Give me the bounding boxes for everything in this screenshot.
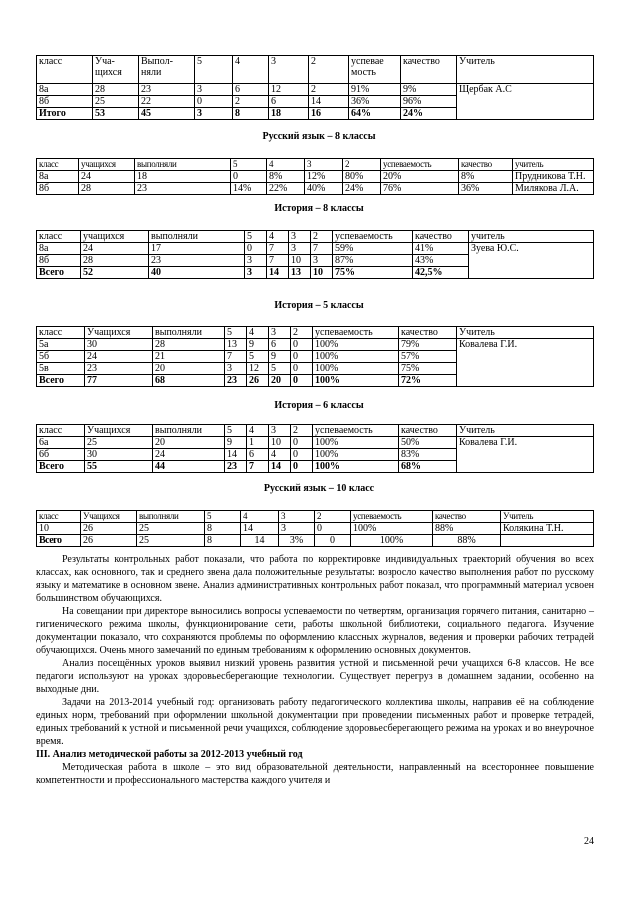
header-cell: Учащихся: [81, 511, 137, 523]
table-cell: 9%: [401, 84, 457, 96]
table-cell: 100%: [351, 535, 433, 547]
table-row: [37, 183, 594, 195]
header-cell: 3: [269, 425, 291, 437]
table-caption: Русский язык – 10 класс: [263, 483, 375, 494]
header-cell: 5: [225, 327, 247, 339]
table-cell: 36%: [349, 96, 401, 108]
table-header-row: [37, 231, 594, 243]
table-cell: 18: [135, 171, 231, 183]
table-header-row: [37, 511, 594, 523]
header-cell: успеваемость: [313, 327, 399, 339]
table-cell: 0: [291, 351, 313, 363]
table-cell: 3: [311, 255, 333, 267]
table-cell: 0: [291, 375, 313, 387]
table-cell: 0: [291, 449, 313, 461]
table-cell: 8а: [37, 84, 93, 96]
table-cell: 5: [269, 363, 291, 375]
header-cell: класс: [37, 56, 93, 84]
table-cell: 9: [269, 351, 291, 363]
table-cell: Всего: [37, 375, 85, 387]
results-table-4: [36, 326, 594, 387]
header-cell: выполняли: [153, 327, 225, 339]
header-cell: 5: [205, 511, 241, 523]
teacher-cell: Милякова Л.А.: [513, 183, 594, 195]
table-cell: 22: [139, 96, 195, 108]
body-text: [36, 553, 594, 787]
table-cell: 5в: [37, 363, 85, 375]
table-cell: 59%: [333, 243, 413, 255]
table-row: [37, 437, 594, 449]
table-cell: 3: [245, 255, 267, 267]
table-cell: 14: [241, 523, 279, 535]
header-cell: выполняли: [135, 159, 231, 171]
table-cell: 18: [269, 108, 309, 120]
table-cell: 0: [245, 243, 267, 255]
table-cell: 14%: [231, 183, 267, 195]
header-cell: 3: [269, 327, 291, 339]
table-cell: 9: [225, 437, 247, 449]
header-cell: Учитель: [457, 56, 594, 84]
table-cell: 75%: [333, 267, 413, 279]
header-cell: 5: [231, 159, 267, 171]
header-cell: Учитель: [457, 425, 594, 437]
table-cell: 28: [81, 255, 149, 267]
table-cell: 22%: [267, 183, 305, 195]
table-row: [37, 523, 594, 535]
table-cell: 3: [225, 363, 247, 375]
table-caption: История – 8 классы: [274, 203, 364, 214]
table-cell: 23: [225, 375, 247, 387]
table-cell: 24%: [343, 183, 381, 195]
table-cell: 28: [79, 183, 135, 195]
table-cell: 8: [233, 108, 269, 120]
table-cell: 52: [81, 267, 149, 279]
header-cell: учитель: [469, 231, 594, 243]
table-cell: 7: [225, 351, 247, 363]
table-cell: 100%: [313, 363, 399, 375]
header-cell: успеваемость: [333, 231, 413, 243]
table-cell: 20: [153, 437, 225, 449]
header-cell: 2: [291, 425, 313, 437]
paragraph: На совещании при директоре выносились вопросы успеваемости по четвертям, организация горячего питания, санитарно – гигиенического режима школы, функционирование сети, работы школьной библиотеки, социального педагога. Изучение документации показало, что сохраняются проблемы по оформлению классных журналов, ведения и проверки рабочих тетрадей обучающихся. Очень много замечаний по единым требованиям к оформлению основных документов.: [36, 606, 594, 656]
table-cell: 0: [291, 363, 313, 375]
table-cell: 3: [289, 243, 311, 255]
table-cell: 25: [93, 96, 139, 108]
table-cell: 88%: [433, 535, 501, 547]
table-cell: 12: [269, 84, 309, 96]
header-cell: 4: [241, 511, 279, 523]
table-cell: 40%: [305, 183, 343, 195]
table-cell: 13: [289, 267, 311, 279]
header-cell: 3: [289, 231, 311, 243]
table-cell: 25: [85, 437, 153, 449]
results-table-6: [36, 510, 594, 547]
table-cell: 45: [139, 108, 195, 120]
table-cell: 25: [137, 523, 205, 535]
table-cell: 8: [205, 523, 241, 535]
table-row: [37, 171, 594, 183]
header-cell: Учитель: [457, 327, 594, 339]
table-cell: 12%: [305, 171, 343, 183]
table-cell: 9: [247, 339, 269, 351]
table-cell: 8б: [37, 183, 79, 195]
table-cell: 8а: [37, 243, 81, 255]
header-cell: Учитель: [501, 511, 594, 523]
table-cell: 100%: [313, 461, 399, 473]
table-cell: 64%: [349, 108, 401, 120]
table-cell: 8: [205, 535, 241, 547]
teacher-cell: Прудникова Т.Н.: [513, 171, 594, 183]
table-cell: 24: [79, 171, 135, 183]
table-cell: 10: [269, 437, 291, 449]
table-cell: 14: [267, 267, 289, 279]
teacher-cell: Колякина Т.Н.: [501, 523, 594, 535]
header-cell: 5: [245, 231, 267, 243]
table-cell: 0: [231, 171, 267, 183]
table-cell: 13: [225, 339, 247, 351]
table-cell: 14: [269, 461, 291, 473]
results-table-5: [36, 424, 594, 473]
table-cell: 80%: [343, 171, 381, 183]
header-cell: Уча- щихся: [93, 56, 139, 84]
table-cell: 28: [153, 339, 225, 351]
teacher-cell: Щербак А.С: [457, 84, 594, 120]
table-cell: 75%: [399, 363, 457, 375]
table-cell: 23: [85, 363, 153, 375]
table-cell: Итого: [37, 108, 93, 120]
table-cell: 26: [247, 375, 269, 387]
table-cell: 20: [269, 375, 291, 387]
paragraph: Задачи на 2013-2014 учебный год: организовать работу педагогического коллектива школы, направив её на соблюдение единых норм, требований при оформлении школьной документации при проведении письменных работ и проверке тетрадей, единых требований к устной и письменной речи учащихся, соблюдение здоровьесберегающего режима на уроках и во внеурочное время.: [36, 697, 594, 747]
teacher-cell: Зуева Ю.С.: [469, 243, 594, 279]
table-cell: 10: [289, 255, 311, 267]
header-cell: Выпол- няли: [139, 56, 195, 84]
header-cell: 3: [305, 159, 343, 171]
table-cell: 25: [137, 535, 205, 547]
table-cell: 100%: [313, 449, 399, 461]
header-cell: Учащихся: [85, 425, 153, 437]
header-cell: качество: [459, 159, 513, 171]
table-cell: 3: [195, 84, 233, 96]
teacher-cell: Ковалева Г.И.: [457, 339, 594, 387]
header-cell: учащихся: [81, 231, 149, 243]
table-cell: 5: [247, 351, 269, 363]
header-cell: 4: [267, 159, 305, 171]
table-cell: 44: [153, 461, 225, 473]
header-cell: выполняли: [137, 511, 205, 523]
table-cell: 6б: [37, 449, 85, 461]
table-cell: 57%: [399, 351, 457, 363]
table-cell: 5б: [37, 351, 85, 363]
header-cell: класс: [37, 327, 85, 339]
table-cell: 100%: [313, 339, 399, 351]
header-cell: 5: [195, 56, 233, 84]
table-cell: 100%: [313, 375, 399, 387]
table-cell: 55: [85, 461, 153, 473]
table-cell: 40: [149, 267, 245, 279]
table-cell: 0: [291, 437, 313, 449]
table-row: [37, 339, 594, 351]
table-cell: 23: [225, 461, 247, 473]
table-cell: 14: [241, 535, 279, 547]
header-cell: успеваемость: [381, 159, 459, 171]
table-header-row: [37, 327, 594, 339]
header-cell: класс: [37, 159, 79, 171]
table-cell: 0: [195, 96, 233, 108]
header-cell: 4: [247, 327, 269, 339]
header-cell: 3: [279, 511, 315, 523]
table-cell: 6а: [37, 437, 85, 449]
table-caption: Русский язык – 8 классы: [262, 131, 376, 142]
table-cell: 1: [247, 437, 269, 449]
header-cell: успеваемость: [351, 511, 433, 523]
table-cell: 24: [153, 449, 225, 461]
table-cell: 12: [247, 363, 269, 375]
page-number: 24: [584, 836, 594, 847]
table-header-row: [37, 425, 594, 437]
table-row: [37, 535, 594, 547]
table-cell: 20: [153, 363, 225, 375]
table-cell: 100%: [313, 351, 399, 363]
table-cell: 23: [149, 255, 245, 267]
table-cell: 7: [267, 255, 289, 267]
table-cell: 24: [85, 351, 153, 363]
teacher-cell: [501, 535, 594, 547]
table-cell: 10: [37, 523, 81, 535]
table-cell: 43%: [413, 255, 469, 267]
header-cell: учащихся: [79, 159, 135, 171]
header-cell: качество: [401, 56, 457, 84]
header-cell: 2: [343, 159, 381, 171]
table-cell: 8б: [37, 96, 93, 108]
table-cell: 23: [139, 84, 195, 96]
table-cell: 20%: [381, 171, 459, 183]
header-cell: качество: [399, 327, 457, 339]
header-cell: 2: [309, 56, 349, 84]
table-cell: 7: [267, 243, 289, 255]
header-cell: качество: [413, 231, 469, 243]
table-cell: 91%: [349, 84, 401, 96]
table-cell: 68%: [399, 461, 457, 473]
table-cell: 2: [309, 84, 349, 96]
table-header-row: [37, 159, 594, 171]
results-table-1: [36, 55, 594, 120]
header-cell: качество: [399, 425, 457, 437]
table-cell: 23: [135, 183, 231, 195]
table-cell: 100%: [313, 437, 399, 449]
table-cell: Всего: [37, 535, 81, 547]
table-cell: 0: [291, 461, 313, 473]
header-cell: 2: [291, 327, 313, 339]
table-cell: 7: [247, 461, 269, 473]
header-cell: выполняли: [149, 231, 245, 243]
paragraph: Анализ посещённых уроков выявил низкий уровень развития устной и письменной речи учащихся 6-8 классов. Не все педагоги используют на уроках здоровьесберегающие технологии. Существует перегруз в домашнем задании, особенно на выходные дни.: [36, 658, 594, 695]
table-caption: История – 6 классы: [274, 400, 364, 411]
table-cell: 14: [225, 449, 247, 461]
table-cell: 26: [81, 535, 137, 547]
table-cell: 30: [85, 449, 153, 461]
table-cell: 76%: [381, 183, 459, 195]
results-table-2: [36, 158, 594, 195]
table-cell: Всего: [37, 267, 81, 279]
table-header-row: [37, 56, 594, 84]
table-cell: 28: [93, 84, 139, 96]
header-cell: 2: [311, 231, 333, 243]
header-cell: 4: [247, 425, 269, 437]
header-cell: 5: [225, 425, 247, 437]
paragraph: Результаты контрольных работ показали, что работа по корректировке индивидуальных траекторий обучения во всех классах, как основного, так и среднего звена дала положительные результаты: возросло качество выполнения работ по русскому языку и математике в основном звене. Анализ административных контрольных работ показал, что программный материал усвоен большинством обучающихся.: [36, 554, 594, 604]
table-cell: 21: [153, 351, 225, 363]
teacher-cell: Ковалева Г.И.: [457, 437, 594, 473]
results-table-3: [36, 230, 594, 279]
table-cell: 10: [311, 267, 333, 279]
header-cell: класс: [37, 511, 81, 523]
table-cell: 0: [315, 535, 351, 547]
header-cell: качество: [433, 511, 501, 523]
header-cell: выполняли: [153, 425, 225, 437]
header-cell: Учащихся: [85, 327, 153, 339]
table-cell: 72%: [399, 375, 457, 387]
header-cell: 3: [269, 56, 309, 84]
table-cell: 100%: [351, 523, 433, 535]
table-cell: 0: [315, 523, 351, 535]
table-cell: 8б: [37, 255, 81, 267]
table-cell: 6: [233, 84, 269, 96]
table-cell: 3%: [279, 535, 315, 547]
table-cell: 96%: [401, 96, 457, 108]
table-cell: 77: [85, 375, 153, 387]
table-cell: 6: [269, 339, 291, 351]
table-row: [37, 84, 594, 96]
table-cell: 83%: [399, 449, 457, 461]
header-cell: класс: [37, 425, 85, 437]
table-cell: 8%: [267, 171, 305, 183]
table-cell: 2: [233, 96, 269, 108]
table-cell: 68: [153, 375, 225, 387]
table-cell: 3: [279, 523, 315, 535]
table-cell: 6: [269, 96, 309, 108]
table-cell: 16: [309, 108, 349, 120]
table-cell: 88%: [433, 523, 501, 535]
table-cell: 5а: [37, 339, 85, 351]
table-cell: 0: [291, 339, 313, 351]
table-cell: Всего: [37, 461, 85, 473]
header-cell: успевае мость: [349, 56, 401, 84]
table-cell: 3: [195, 108, 233, 120]
table-caption: История – 5 классы: [274, 300, 364, 311]
table-cell: 30: [85, 339, 153, 351]
table-cell: 3: [245, 267, 267, 279]
paragraph: Методическая работа в школе – это вид образовательной деятельности, направленный на всестороннее повышение компетентности и профессионального мастерства каждого учителя и: [36, 762, 594, 786]
table-cell: 7: [311, 243, 333, 255]
table-cell: 6: [247, 449, 269, 461]
table-cell: 42,5%: [413, 267, 469, 279]
table-cell: 50%: [399, 437, 457, 449]
table-cell: 41%: [413, 243, 469, 255]
table-cell: 79%: [399, 339, 457, 351]
header-cell: 4: [233, 56, 269, 84]
table-cell: 8%: [459, 171, 513, 183]
table-row: [37, 243, 594, 255]
table-cell: 8а: [37, 171, 79, 183]
table-cell: 26: [81, 523, 137, 535]
header-cell: успеваемость: [313, 425, 399, 437]
table-cell: 36%: [459, 183, 513, 195]
section-heading: III. Анализ методической работы за 2012-2013 учебный год: [36, 749, 303, 760]
table-cell: 24: [81, 243, 149, 255]
header-cell: учитель: [513, 159, 594, 171]
header-cell: 4: [267, 231, 289, 243]
header-cell: класс: [37, 231, 81, 243]
table-cell: 24%: [401, 108, 457, 120]
table-cell: 53: [93, 108, 139, 120]
header-cell: 2: [315, 511, 351, 523]
table-cell: 14: [309, 96, 349, 108]
table-cell: 17: [149, 243, 245, 255]
table-cell: 4: [269, 449, 291, 461]
table-cell: 87%: [333, 255, 413, 267]
